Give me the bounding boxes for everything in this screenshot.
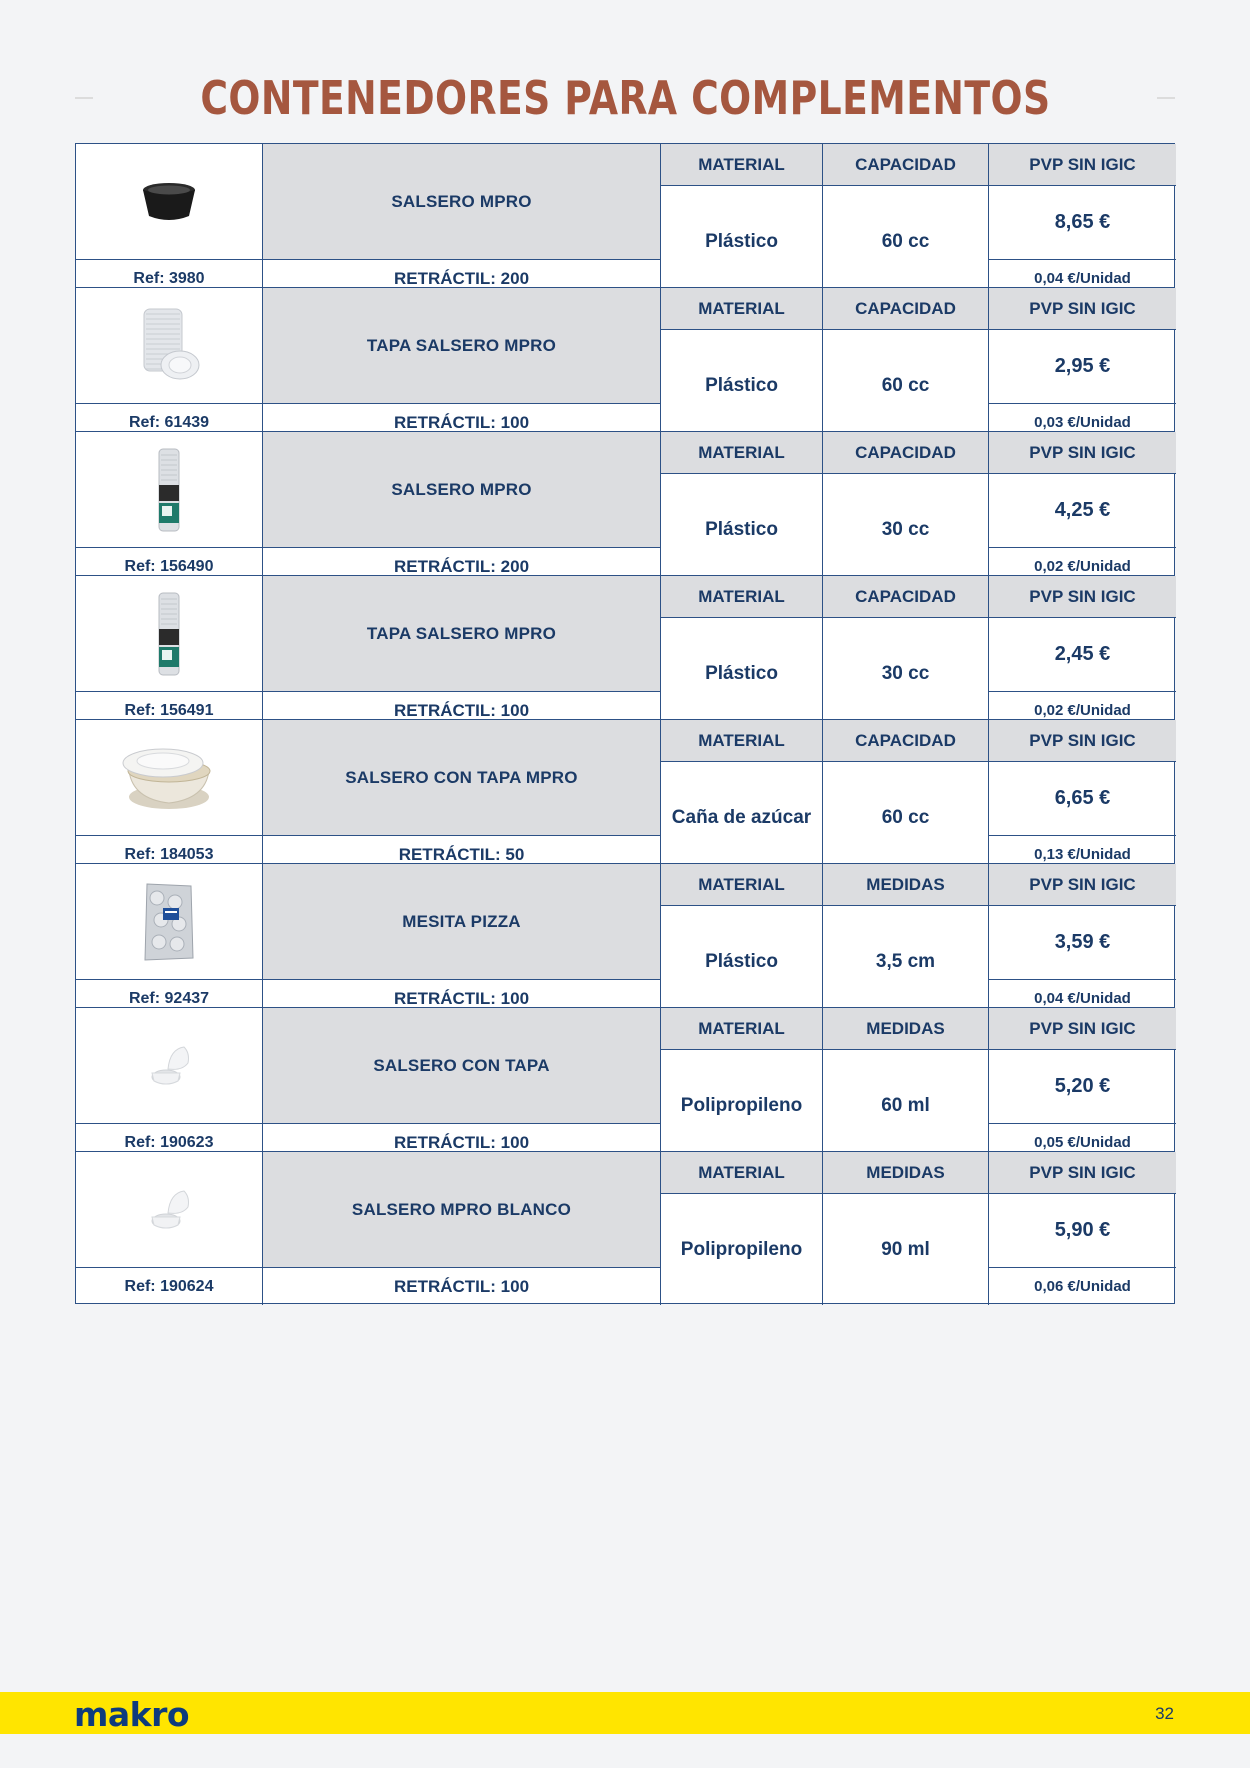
- dimension-value: 60 cc: [823, 186, 989, 297]
- hinged-container-icon: [144, 1043, 194, 1089]
- product-ref: Ref: 92437: [76, 980, 263, 1017]
- price-value: 4,25 €: [989, 474, 1176, 548]
- unit-price: 0,04 €/Unidad: [1034, 990, 1131, 1007]
- dimension-header: CAPACIDAD: [823, 432, 989, 474]
- pack-quantity: RETRÁCTIL: 100: [263, 404, 661, 441]
- dimension-header: CAPACIDAD: [823, 288, 989, 330]
- price-header: PVP SIN IGIC: [989, 144, 1176, 186]
- dimension-value: 60 cc: [823, 330, 989, 441]
- title-rule-left: [75, 97, 93, 99]
- unit-price: 0,04 €/Unidad: [1034, 270, 1131, 287]
- pack-quantity: RETRÁCTIL: 100: [263, 980, 661, 1017]
- title-row: [75, 66, 1175, 130]
- material-value: Caña de azúcar: [661, 762, 823, 873]
- price-header: PVP SIN IGIC: [989, 288, 1176, 330]
- unit-price: 0,02 €/Unidad: [1034, 702, 1131, 719]
- material-value: Plástico: [661, 474, 823, 585]
- price-value: 5,90 €: [989, 1194, 1176, 1268]
- material-header: MATERIAL: [661, 720, 823, 762]
- unit-price: 0,06 €/Unidad: [1034, 1278, 1131, 1295]
- material-value: Plástico: [661, 618, 823, 729]
- product-name: TAPA SALSERO MPRO: [263, 576, 661, 692]
- product-card: [75, 1007, 1175, 1160]
- price-value: 2,95 €: [989, 330, 1176, 404]
- price-header: PVP SIN IGIC: [989, 864, 1176, 906]
- dimension-value: 3,5 cm: [823, 906, 989, 1017]
- material-value: Plástico: [661, 330, 823, 441]
- product-name: MESITA PIZZA: [263, 864, 661, 980]
- dimension-header: CAPACIDAD: [823, 720, 989, 762]
- packaged-lids-icon: [153, 591, 185, 677]
- material-value: Polipropileno: [661, 1050, 823, 1161]
- pack-quantity: RETRÁCTIL: 100: [263, 1124, 661, 1161]
- unit-price: 0,03 €/Unidad: [1034, 414, 1131, 431]
- price-header: PVP SIN IGIC: [989, 1008, 1176, 1050]
- material-value: Plástico: [661, 186, 823, 297]
- product-name: SALSERO CON TAPA MPRO: [263, 720, 661, 836]
- hinged-container-icon: [144, 1187, 194, 1233]
- product-image: [76, 288, 263, 404]
- pizza-saver-bag-icon: [139, 880, 199, 964]
- product-ref: Ref: 184053: [76, 836, 263, 873]
- dimension-value: 90 ml: [823, 1194, 989, 1305]
- product-card: [75, 1151, 1175, 1304]
- unit-price: 0,13 €/Unidad: [1034, 846, 1131, 863]
- pack-quantity: RETRÁCTIL: 200: [263, 548, 661, 585]
- dimension-value: 30 cc: [823, 474, 989, 585]
- product-ref: Ref: 190623: [76, 1124, 263, 1161]
- material-header: MATERIAL: [661, 864, 823, 906]
- price-value: 2,45 €: [989, 618, 1176, 692]
- product-name: SALSERO MPRO: [263, 144, 661, 260]
- footer-band: [0, 1692, 1250, 1734]
- price-header: PVP SIN IGIC: [989, 432, 1176, 474]
- product-image: [76, 1152, 263, 1268]
- sugarcane-bowl-icon: [119, 741, 219, 815]
- product-image: [76, 720, 263, 836]
- product-ref: Ref: 156490: [76, 548, 263, 585]
- product-ref: Ref: 61439: [76, 404, 263, 441]
- product-image: [76, 144, 263, 260]
- material-header: MATERIAL: [661, 1008, 823, 1050]
- product-image: [76, 576, 263, 692]
- material-value: Plástico: [661, 906, 823, 1017]
- price-value: 8,65 €: [989, 186, 1176, 260]
- dimension-header: MEDIDAS: [823, 1152, 989, 1194]
- product-ref: Ref: 190624: [76, 1268, 263, 1305]
- material-value: Polipropileno: [661, 1194, 823, 1305]
- packaged-cups-icon: [153, 447, 185, 533]
- dimension-header: MEDIDAS: [823, 864, 989, 906]
- product-ref: Ref: 156491: [76, 692, 263, 729]
- product-image: [76, 432, 263, 548]
- dimension-value: 60 cc: [823, 762, 989, 873]
- page-number: 32: [1155, 1704, 1174, 1723]
- price-value: 3,59 €: [989, 906, 1176, 980]
- price-header: PVP SIN IGIC: [989, 720, 1176, 762]
- makro-logo: makro: [74, 1695, 190, 1734]
- price-header: PVP SIN IGIC: [989, 576, 1176, 618]
- product-card: [75, 575, 1175, 728]
- dimension-header: MEDIDAS: [823, 1008, 989, 1050]
- unit-price: 0,02 €/Unidad: [1034, 558, 1131, 575]
- product-card: [75, 863, 1175, 1016]
- product-name: TAPA SALSERO MPRO: [263, 288, 661, 404]
- product-image: [76, 1008, 263, 1124]
- price-value: 6,65 €: [989, 762, 1176, 836]
- black-sauce-cup-icon: [139, 180, 199, 224]
- material-header: MATERIAL: [661, 144, 823, 186]
- dimension-header: CAPACIDAD: [823, 576, 989, 618]
- product-name: SALSERO MPRO: [263, 432, 661, 548]
- dimension-value: 30 cc: [823, 618, 989, 729]
- product-image: [76, 864, 263, 980]
- product-card: [75, 431, 1175, 584]
- unit-price: 0,05 €/Unidad: [1034, 1134, 1131, 1151]
- dimension-header: CAPACIDAD: [823, 144, 989, 186]
- price-header: PVP SIN IGIC: [989, 1152, 1176, 1194]
- dimension-value: 60 ml: [823, 1050, 989, 1161]
- material-header: MATERIAL: [661, 576, 823, 618]
- price-value: 5,20 €: [989, 1050, 1176, 1124]
- product-card: [75, 719, 1175, 872]
- product-ref: Ref: 3980: [76, 260, 263, 297]
- title-rule-right: [1157, 97, 1175, 99]
- product-name: SALSERO CON TAPA: [263, 1008, 661, 1124]
- product-name: SALSERO MPRO BLANCO: [263, 1152, 661, 1268]
- pack-quantity: RETRÁCTIL: 100: [263, 1268, 661, 1305]
- pack-quantity: RETRÁCTIL: 50: [263, 836, 661, 873]
- pack-quantity: RETRÁCTIL: 200: [263, 260, 661, 297]
- stacked-lids-icon: [136, 307, 202, 385]
- pack-quantity: RETRÁCTIL: 100: [263, 692, 661, 729]
- material-header: MATERIAL: [661, 1152, 823, 1194]
- material-header: MATERIAL: [661, 288, 823, 330]
- product-card: [75, 287, 1175, 440]
- page-title: CONTENEDORES PARA COMPLEMENTOS: [199, 71, 1051, 125]
- material-header: MATERIAL: [661, 432, 823, 474]
- product-card: [75, 143, 1175, 296]
